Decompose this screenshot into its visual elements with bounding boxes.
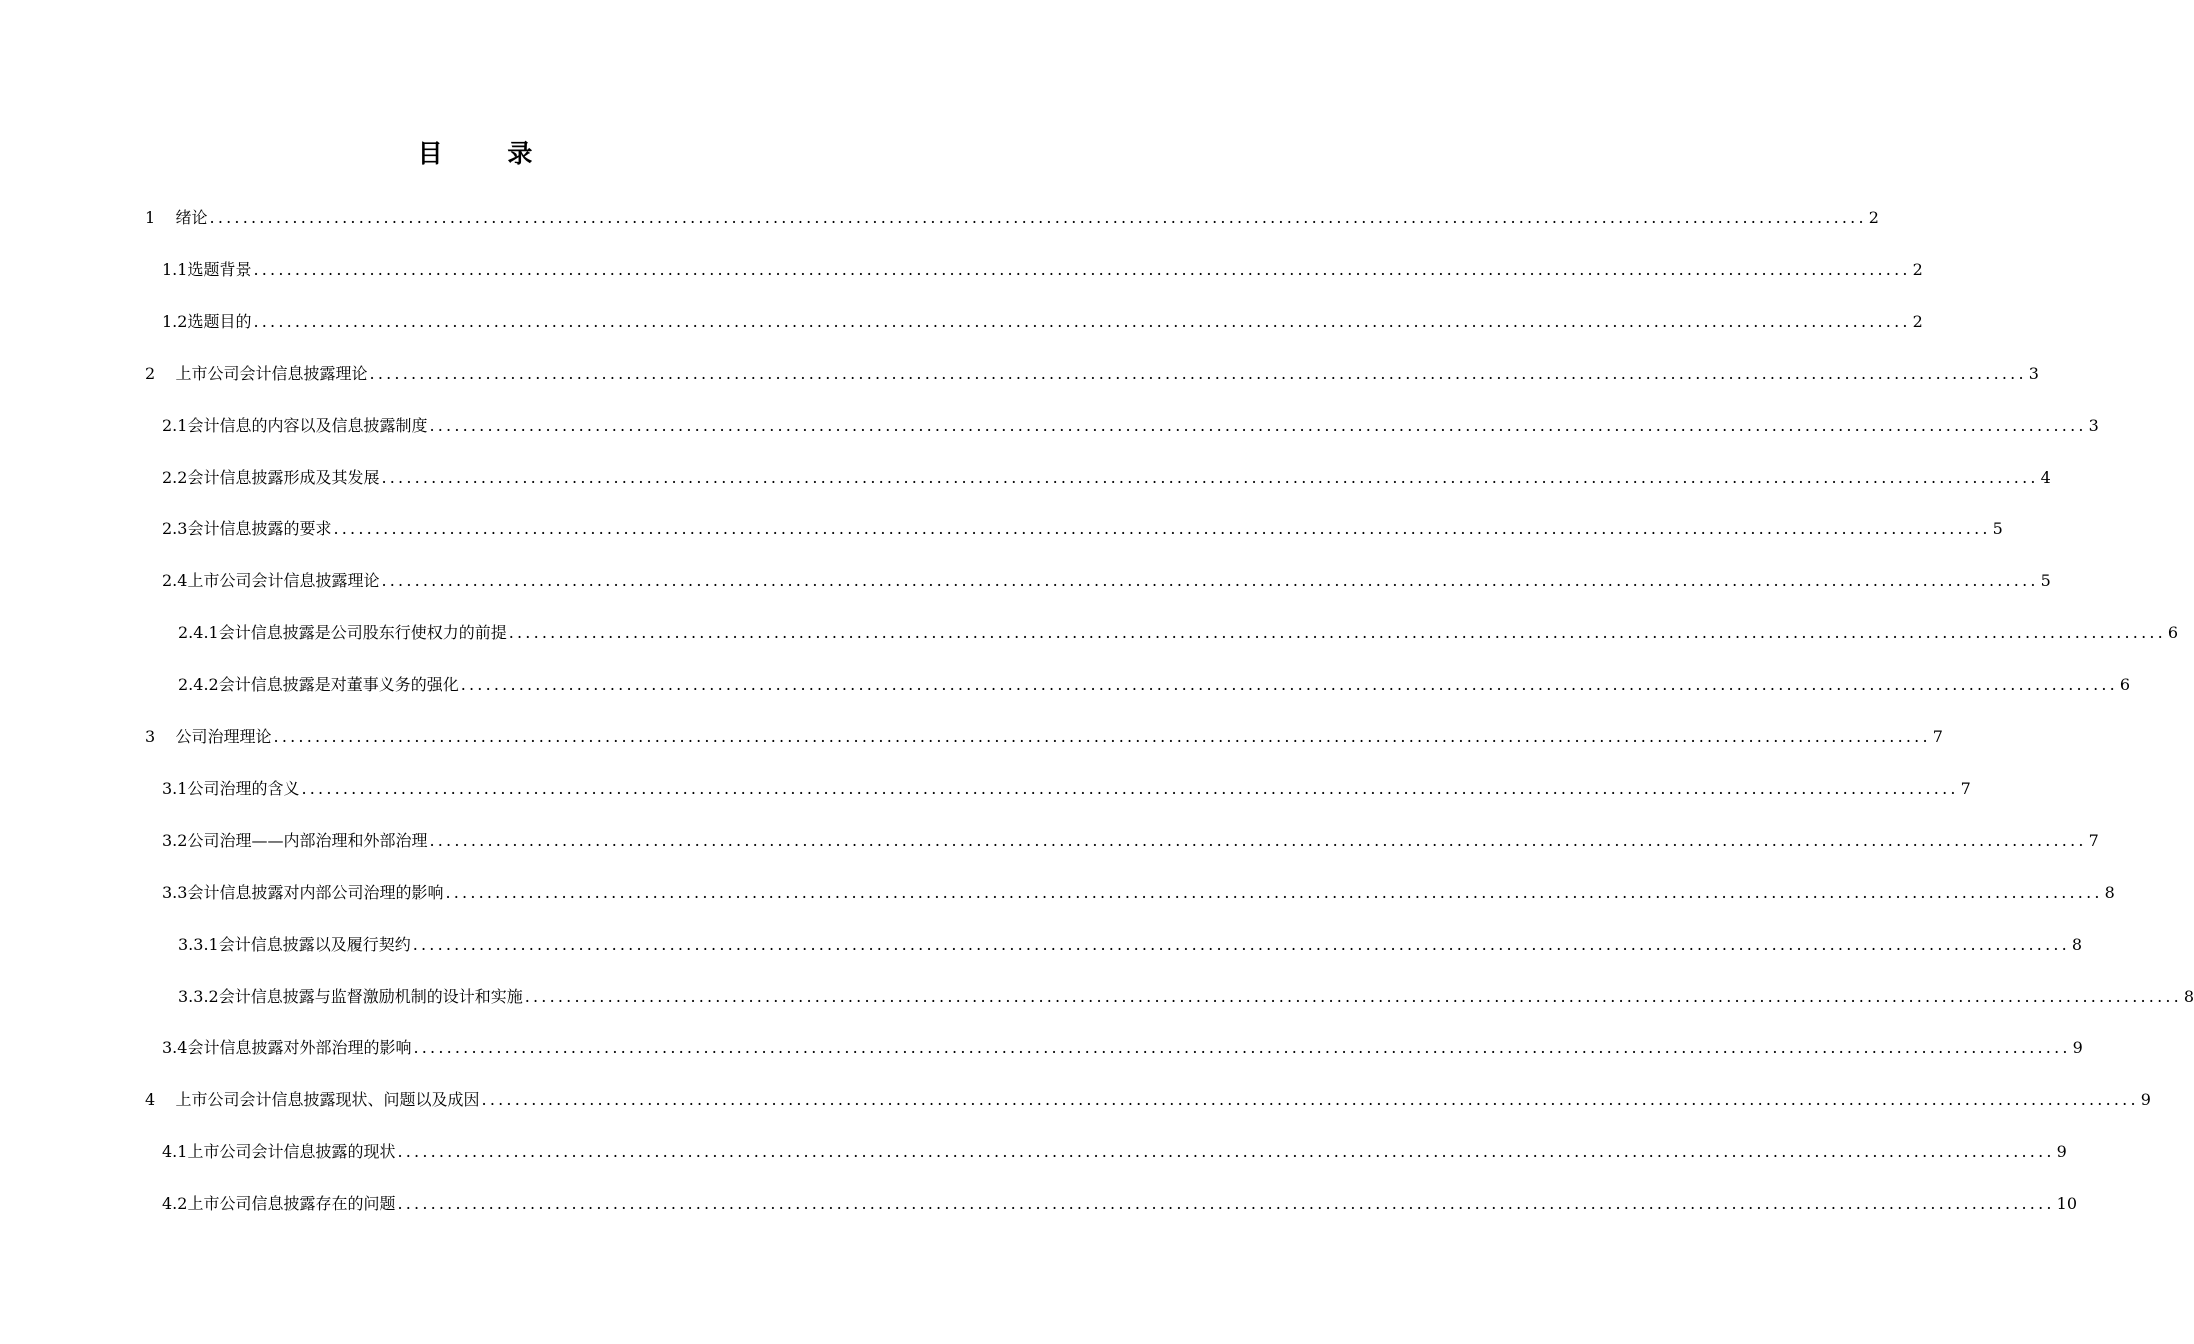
toc-leader-dots: ........................................................................................................................................................................................................: [413, 1038, 2071, 1058]
toc-entry-page: 2: [1868, 208, 1879, 227]
toc-leader-dots: ........................................................................................................................................................................................................: [381, 571, 2039, 591]
toc-entry-title: 上市公司会计信息披露理论: [187, 571, 380, 591]
toc-entry-number: 4: [145, 1090, 176, 1110]
toc-entry-number: 2.4: [162, 571, 188, 591]
toc-entry-title: 上市公司会计信息披露现状、问题以及成因: [175, 1090, 480, 1110]
toc-entry-number: 2.4.1: [178, 623, 219, 643]
toc-leader-dots: ........................................................................................................................................................................................................: [481, 1090, 2139, 1110]
toc-leader-dots: ........................................................................................................................................................................................................: [381, 467, 2039, 487]
toc-entry-number: 3.3.1: [178, 934, 219, 954]
toc-entry-title: 公司治理理论: [175, 727, 272, 746]
toc-entry-page: 9: [2072, 1038, 2083, 1058]
toc-entry-number: 3: [145, 727, 176, 746]
toc-entry-title: 会计信息披露的要求: [187, 519, 332, 539]
toc-entry-title: 选题背景: [187, 259, 252, 279]
toc-entry-number: 2: [145, 363, 176, 383]
toc-leader-dots: ........................................................................................................................................................................................................: [253, 259, 1911, 279]
toc-entry-title: 会计信息披露对外部治理的影响: [187, 1038, 412, 1058]
toc-entry-page: 5: [1992, 519, 2003, 539]
toc-entry-page: 4: [2040, 467, 2051, 487]
toc-entry-title: 会计信息披露对内部公司治理的影响: [187, 882, 444, 902]
toc-entry[interactable]: [145, 203, 1879, 233]
toc-entry-page: 8: [2104, 882, 2115, 902]
toc-entry-page: 9: [2056, 1142, 2067, 1162]
toc-entry-title: 会计信息披露以及履行契约: [218, 934, 411, 954]
toc-entry-page: 7: [1932, 727, 1943, 746]
toc-leader-dots: ........................................................................................................................................................................................................: [445, 882, 2103, 902]
toc-entry-page: 5: [2040, 571, 2051, 591]
toc-leader-dots: ........................................................................................................................................................................................................: [412, 934, 2070, 954]
toc-entry-page: 6: [2119, 675, 2131, 695]
toc-leader-dots: ........................................................................................................................................................................................................: [429, 830, 2087, 850]
toc-leader-dots: ........................................................................................................................................................................................................: [429, 415, 2087, 435]
toc-entry[interactable]: [162, 255, 1923, 285]
toc-entry-title: 会计信息披露是对董事义务的强化: [218, 675, 459, 695]
toc-entry-title: 上市公司会计信息披露的现状: [187, 1142, 396, 1162]
toc-entry-title: 会计信息披露与监督激励机制的设计和实施: [218, 986, 523, 1006]
toc-leader-dots: ........................................................................................................................................................................................................: [273, 727, 1931, 746]
toc-entry-number: 1.1: [162, 259, 188, 279]
toc-entry[interactable]: [145, 1085, 2151, 1115]
toc-entry[interactable]: [162, 307, 1923, 337]
toc-entry-number: 2.3: [162, 519, 188, 539]
toc-entry[interactable]: [162, 514, 2003, 544]
toc-entry-number: 3.3: [162, 882, 188, 902]
toc-entry-page: 7: [1960, 778, 1971, 798]
toc-entry-number: 1: [145, 208, 176, 227]
toc-entry-title: 绪论: [175, 208, 208, 227]
toc-leader-dots: ........................................................................................................................................................................................................: [301, 778, 1959, 798]
toc-entry[interactable]: [178, 670, 2131, 700]
toc-entry-page: 3: [2028, 363, 2039, 383]
toc-entry-number: 3.4: [162, 1038, 188, 1058]
toc-leader-dots: ........................................................................................................................................................................................................: [333, 519, 1991, 539]
toc-entry-title: 会计信息披露形成及其发展: [187, 467, 380, 487]
toc-entry-number: 4.2: [162, 1194, 188, 1214]
toc-entry-number: 1.2: [162, 311, 188, 331]
page-title: 目 录: [417, 139, 561, 168]
toc-entry[interactable]: [178, 618, 2179, 648]
toc-entry-page: 6: [2167, 623, 2179, 643]
toc-entry[interactable]: [162, 1033, 2083, 1063]
toc-entry[interactable]: [162, 878, 2115, 908]
toc-entry[interactable]: [162, 566, 2051, 596]
toc-entry[interactable]: [162, 411, 2099, 441]
toc-entry[interactable]: [162, 463, 2051, 493]
toc-leader-dots: ........................................................................................................................................................................................................: [524, 986, 2182, 1006]
toc-entry-title: 上市公司信息披露存在的问题: [187, 1194, 396, 1214]
toc-entry-page: 3: [2088, 415, 2099, 435]
toc-entry-title: 上市公司会计信息披露理论: [175, 363, 368, 383]
toc-leader-dots: ........................................................................................................................................................................................................: [460, 675, 2118, 695]
toc-entry-page: 10: [2056, 1194, 2078, 1214]
toc-leader-dots: ........................................................................................................................................................................................................: [209, 208, 1867, 227]
toc-entry-page: 2: [1912, 311, 1923, 331]
toc-entry-page: 8: [2183, 986, 2194, 1006]
toc-entry[interactable]: [178, 982, 2194, 1012]
toc-entry-number: 2.1: [162, 415, 188, 435]
toc-entry-number: 3.1: [162, 778, 188, 798]
toc-entry-title: 选题目的: [187, 311, 252, 331]
toc-entry-number: 3.2: [162, 830, 188, 850]
toc-entry-title: 会计信息披露是公司股东行使权力的前提: [218, 623, 507, 643]
toc-leader-dots: ........................................................................................................................................................................................................: [397, 1142, 2055, 1162]
toc-leader-dots: ........................................................................................................................................................................................................: [508, 623, 2166, 643]
toc-entry[interactable]: [145, 722, 1943, 752]
toc-entry-page: 8: [2071, 934, 2083, 954]
toc-entry[interactable]: [162, 826, 2099, 856]
toc-entry[interactable]: [178, 930, 2083, 960]
toc-entry-title: 公司治理的含义: [187, 778, 300, 798]
toc-entry-page: 7: [2088, 830, 2099, 850]
toc-leader-dots: ........................................................................................................................................................................................................: [397, 1194, 2055, 1214]
toc-entry[interactable]: [145, 359, 2039, 389]
toc-entry[interactable]: [162, 1189, 2078, 1219]
toc-entry[interactable]: [162, 774, 1971, 804]
toc-leader-dots: ........................................................................................................................................................................................................: [369, 363, 2027, 383]
toc-entry[interactable]: [162, 1137, 2067, 1167]
toc-entry-number: 3.3.2: [178, 986, 219, 1006]
toc-leader-dots: ........................................................................................................................................................................................................: [253, 311, 1911, 331]
toc-entry-number: 2.2: [162, 467, 188, 487]
toc-entry-page: 9: [2140, 1090, 2151, 1110]
toc-entry-page: 2: [1912, 259, 1923, 279]
toc-entry-title: 会计信息的内容以及信息披露制度: [187, 415, 428, 435]
toc-entry-number: 2.4.2: [178, 675, 219, 695]
toc-entry-number: 4.1: [162, 1142, 188, 1162]
toc-entry-title: 公司治理——内部治理和外部治理: [187, 830, 428, 850]
